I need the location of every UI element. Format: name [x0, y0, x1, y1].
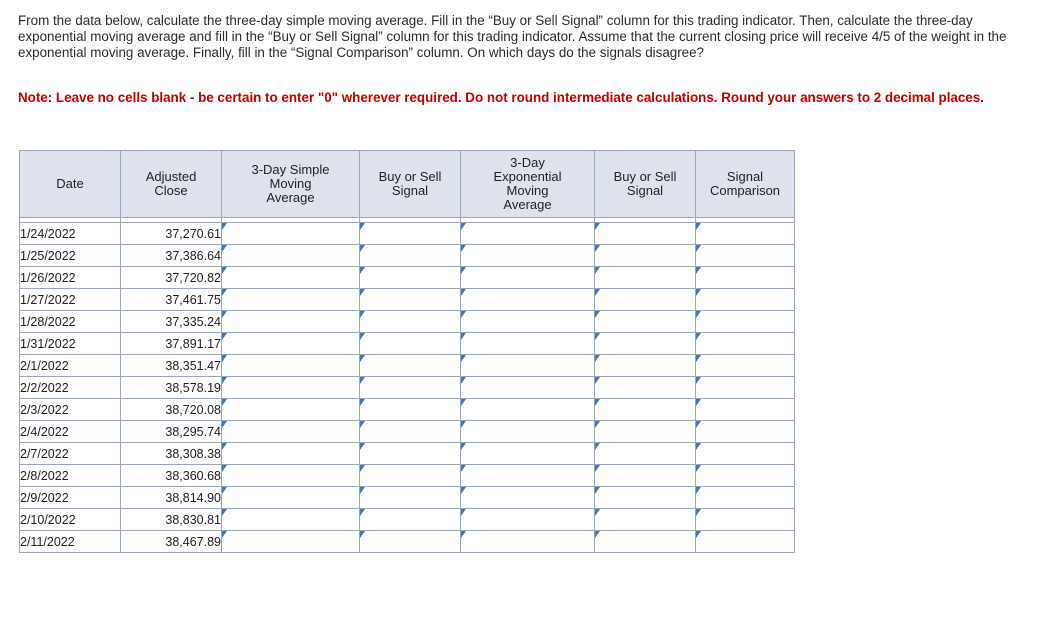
sma-input[interactable] — [222, 531, 359, 552]
adjusted-close-cell: 38,360.68 — [121, 465, 222, 487]
adjusted-close-cell: 37,335.24 — [121, 311, 222, 333]
input-marker-icon — [222, 509, 227, 516]
table-row — [20, 311, 795, 333]
signal-comparison-input-cell[interactable] — [696, 465, 795, 487]
header-ema-signal: Buy or Sell Signal — [595, 151, 696, 218]
sma-input[interactable] — [222, 487, 359, 508]
signal-comparison-input-cell[interactable] — [696, 487, 795, 509]
input-marker-icon — [696, 289, 701, 296]
date-cell: 2/2/2022 — [20, 377, 121, 399]
input-marker-icon — [595, 245, 600, 252]
ema-signal-input-cell[interactable] — [595, 421, 696, 443]
input-marker-icon — [461, 267, 466, 274]
input-marker-icon — [696, 509, 701, 516]
ema-signal-input-cell[interactable] — [595, 311, 696, 333]
sma-input[interactable] — [222, 355, 359, 376]
input-marker-icon — [461, 289, 466, 296]
input-marker-icon — [360, 509, 365, 516]
signal-comparison-input-cell[interactable] — [696, 443, 795, 465]
table-row — [20, 289, 795, 311]
ema-signal-input[interactable] — [595, 333, 695, 354]
signal-comparison-input[interactable] — [696, 443, 794, 464]
input-marker-icon — [222, 443, 227, 450]
input-marker-icon — [461, 399, 466, 406]
signal-comparison-input[interactable] — [696, 377, 794, 398]
ema-signal-input-cell[interactable] — [595, 443, 696, 465]
input-marker-icon — [595, 223, 600, 230]
table-row — [20, 443, 795, 465]
signal-comparison-input[interactable] — [696, 487, 794, 508]
sma-signal-input[interactable] — [360, 223, 460, 244]
data-table — [19, 150, 795, 553]
input-marker-icon — [360, 531, 365, 538]
sma-input[interactable] — [222, 267, 359, 288]
input-marker-icon — [360, 421, 365, 428]
sma-input-cell[interactable] — [222, 333, 360, 355]
input-marker-icon — [696, 245, 701, 252]
ema-input[interactable] — [461, 333, 594, 354]
sma-signal-input[interactable] — [360, 245, 460, 266]
ema-input[interactable] — [461, 311, 594, 332]
input-marker-icon — [360, 289, 365, 296]
input-marker-icon — [595, 399, 600, 406]
sma-signal-input-cell[interactable] — [360, 531, 461, 553]
sma-input-cell[interactable] — [222, 531, 360, 553]
sma-signal-input[interactable] — [360, 443, 460, 464]
table-row — [20, 399, 795, 421]
ema-input-cell[interactable] — [461, 421, 595, 443]
header-sma-signal: Buy or Sell Signal — [360, 151, 461, 218]
input-marker-icon — [360, 377, 365, 384]
ema-signal-input[interactable] — [595, 245, 695, 266]
input-marker-icon — [461, 355, 466, 362]
ema-input[interactable] — [461, 509, 594, 530]
ema-signal-input[interactable] — [595, 377, 695, 398]
ema-signal-input-cell[interactable] — [595, 267, 696, 289]
sma-input[interactable] — [222, 333, 359, 354]
header-sma: 3-Day Simple Moving Average — [222, 151, 360, 218]
sma-signal-input-cell[interactable] — [360, 443, 461, 465]
ema-signal-input[interactable] — [595, 421, 695, 442]
signal-comparison-input-cell[interactable] — [696, 531, 795, 553]
sma-input-cell[interactable] — [222, 509, 360, 531]
adjusted-close-cell: 38,814.90 — [121, 487, 222, 509]
input-marker-icon — [461, 333, 466, 340]
date-cell: 2/4/2022 — [20, 421, 121, 443]
sma-input[interactable] — [222, 377, 359, 398]
input-marker-icon — [696, 267, 701, 274]
date-cell: 1/26/2022 — [20, 267, 121, 289]
signal-comparison-input-cell[interactable] — [696, 509, 795, 531]
table-row — [20, 531, 795, 553]
input-marker-icon — [696, 399, 701, 406]
ema-signal-input-cell[interactable] — [595, 289, 696, 311]
question-text: From the data below, calculate the three-day simple moving average. Fill in the “Buy or Sell Signal” column for this trading indicator. Then, calculate the three-day exponential moving average and fill in the “Buy or Sell Signal” column for this trading indicator. Assume that the current closing price will receive 4/5 of the weight in the exponential moving average. Finally, fill in the “Signal Comparison” column. On which days do the signals disagree? — [18, 13, 1007, 60]
ema-signal-input[interactable] — [595, 223, 695, 244]
signal-comparison-input[interactable] — [696, 267, 794, 288]
input-marker-icon — [222, 399, 227, 406]
sma-signal-input[interactable] — [360, 465, 460, 486]
ema-signal-input-cell[interactable] — [595, 355, 696, 377]
sma-input[interactable] — [222, 443, 359, 464]
ema-signal-input-cell[interactable] — [595, 399, 696, 421]
input-marker-icon — [222, 377, 227, 384]
table-row — [20, 245, 795, 267]
date-cell: 2/7/2022 — [20, 443, 121, 465]
signal-comparison-input[interactable] — [696, 245, 794, 266]
ema-signal-input-cell[interactable] — [595, 245, 696, 267]
table-row — [20, 333, 795, 355]
ema-input-cell[interactable] — [461, 531, 595, 553]
input-marker-icon — [461, 487, 466, 494]
table-row — [20, 267, 795, 289]
sma-signal-input[interactable] — [360, 531, 460, 552]
sma-signal-input-cell[interactable] — [360, 399, 461, 421]
input-marker-icon — [360, 487, 365, 494]
input-marker-icon — [461, 509, 466, 516]
signal-comparison-input-cell[interactable] — [696, 377, 795, 399]
sma-signal-input[interactable] — [360, 487, 460, 508]
date-cell: 1/25/2022 — [20, 245, 121, 267]
input-marker-icon — [360, 267, 365, 274]
signal-comparison-input[interactable] — [696, 311, 794, 332]
ema-input[interactable] — [461, 289, 594, 310]
ema-input-cell[interactable] — [461, 223, 595, 245]
sma-signal-input-cell[interactable] — [360, 223, 461, 245]
adjusted-close-cell: 38,830.81 — [121, 509, 222, 531]
ema-input-cell[interactable] — [461, 267, 595, 289]
ema-input-cell[interactable] — [461, 289, 595, 311]
signal-comparison-input[interactable] — [696, 355, 794, 376]
adjusted-close-cell: 37,461.75 — [121, 289, 222, 311]
ema-input[interactable] — [461, 223, 594, 244]
sma-signal-input-cell[interactable] — [360, 311, 461, 333]
date-cell: 2/9/2022 — [20, 487, 121, 509]
input-marker-icon — [360, 399, 365, 406]
signal-comparison-input-cell[interactable] — [696, 245, 795, 267]
adjusted-close-cell: 38,295.74 — [121, 421, 222, 443]
ema-signal-input-cell[interactable] — [595, 377, 696, 399]
table-row — [20, 465, 795, 487]
signal-comparison-input[interactable] — [696, 399, 794, 420]
signal-comparison-input[interactable] — [696, 421, 794, 442]
date-cell: 1/28/2022 — [20, 311, 121, 333]
ema-input-cell[interactable] — [461, 509, 595, 531]
input-marker-icon — [461, 311, 466, 318]
input-marker-icon — [696, 531, 701, 538]
input-marker-icon — [222, 267, 227, 274]
sma-input-cell[interactable] — [222, 267, 360, 289]
sma-input-cell[interactable] — [222, 421, 360, 443]
sma-input-cell[interactable] — [222, 377, 360, 399]
sma-signal-input[interactable] — [360, 399, 460, 420]
ema-input[interactable] — [461, 531, 594, 552]
adjusted-close-cell: 37,270.61 — [121, 223, 222, 245]
input-marker-icon — [222, 289, 227, 296]
input-marker-icon — [595, 267, 600, 274]
sma-signal-input-cell[interactable] — [360, 245, 461, 267]
table-row — [20, 509, 795, 531]
sma-input[interactable] — [222, 421, 359, 442]
adjusted-close-cell: 37,891.17 — [121, 333, 222, 355]
signal-comparison-input[interactable] — [696, 531, 794, 552]
input-marker-icon — [222, 421, 227, 428]
sma-input-cell[interactable] — [222, 443, 360, 465]
input-marker-icon — [595, 509, 600, 516]
input-marker-icon — [461, 443, 466, 450]
ema-input-cell[interactable] — [461, 355, 595, 377]
ema-input[interactable] — [461, 245, 594, 266]
date-cell: 1/31/2022 — [20, 333, 121, 355]
sma-input[interactable] — [222, 509, 359, 530]
sma-input-cell[interactable] — [222, 223, 360, 245]
ema-signal-input-cell[interactable] — [595, 223, 696, 245]
input-marker-icon — [461, 245, 466, 252]
sma-signal-input[interactable] — [360, 333, 460, 354]
signal-comparison-input-cell[interactable] — [696, 421, 795, 443]
input-marker-icon — [360, 223, 365, 230]
input-marker-icon — [222, 531, 227, 538]
ema-input-cell[interactable] — [461, 487, 595, 509]
input-marker-icon — [696, 355, 701, 362]
sma-signal-input-cell[interactable] — [360, 377, 461, 399]
input-marker-icon — [595, 311, 600, 318]
date-cell: 2/1/2022 — [20, 355, 121, 377]
signal-comparison-input-cell[interactable] — [696, 399, 795, 421]
ema-input-cell[interactable] — [461, 245, 595, 267]
input-marker-icon — [595, 289, 600, 296]
date-cell: 1/27/2022 — [20, 289, 121, 311]
sma-input-cell[interactable] — [222, 311, 360, 333]
input-marker-icon — [595, 531, 600, 538]
input-marker-icon — [360, 465, 365, 472]
sma-input[interactable] — [222, 465, 359, 486]
sma-input[interactable] — [222, 223, 359, 244]
signal-comparison-input-cell[interactable] — [696, 355, 795, 377]
ema-signal-input[interactable] — [595, 509, 695, 530]
input-marker-icon — [696, 465, 701, 472]
sma-signal-input[interactable] — [360, 289, 460, 310]
table-row — [20, 223, 795, 245]
ema-signal-input[interactable] — [595, 531, 695, 552]
sma-input[interactable] — [222, 245, 359, 266]
signal-comparison-input-cell[interactable] — [696, 223, 795, 245]
signal-comparison-input-cell[interactable] — [696, 289, 795, 311]
sma-signal-input-cell[interactable] — [360, 509, 461, 531]
ema-input-cell[interactable] — [461, 377, 595, 399]
sma-input[interactable] — [222, 289, 359, 310]
input-marker-icon — [595, 421, 600, 428]
signal-comparison-input-cell[interactable] — [696, 333, 795, 355]
signal-comparison-input[interactable] — [696, 333, 794, 354]
input-marker-icon — [461, 223, 466, 230]
ema-signal-input[interactable] — [595, 465, 695, 486]
ema-signal-input[interactable] — [595, 355, 695, 376]
sma-signal-input[interactable] — [360, 377, 460, 398]
ema-signal-input[interactable] — [595, 399, 695, 420]
ema-signal-input[interactable] — [595, 267, 695, 288]
sma-signal-input[interactable] — [360, 311, 460, 332]
input-marker-icon — [360, 443, 365, 450]
adjusted-close-cell: 38,467.89 — [121, 531, 222, 553]
sma-signal-input-cell[interactable] — [360, 421, 461, 443]
date-cell: 2/11/2022 — [20, 531, 121, 553]
signal-comparison-input[interactable] — [696, 465, 794, 486]
sma-input-cell[interactable] — [222, 465, 360, 487]
instruction-note: Note: Leave no cells blank - be certain to enter "0" wherever required. Do not round intermediate calculations. Round your answers to 2 decimal places. — [18, 90, 984, 105]
sma-input-cell[interactable] — [222, 355, 360, 377]
sma-input[interactable] — [222, 311, 359, 332]
input-marker-icon — [222, 311, 227, 318]
input-marker-icon — [461, 421, 466, 428]
sma-signal-input-cell[interactable] — [360, 487, 461, 509]
date-cell: 2/10/2022 — [20, 509, 121, 531]
ema-input[interactable] — [461, 421, 594, 442]
table-row — [20, 487, 795, 509]
header-signal-comparison: Signal Comparison — [696, 151, 795, 218]
adjusted-close-cell: 38,351.47 — [121, 355, 222, 377]
signal-comparison-input[interactable] — [696, 289, 794, 310]
date-cell: 1/24/2022 — [20, 223, 121, 245]
input-marker-icon — [696, 311, 701, 318]
sma-input-cell[interactable] — [222, 245, 360, 267]
sma-signal-input-cell[interactable] — [360, 289, 461, 311]
table-row — [20, 355, 795, 377]
adjusted-close-cell: 38,308.38 — [121, 443, 222, 465]
ema-signal-input-cell[interactable] — [595, 465, 696, 487]
input-marker-icon — [696, 487, 701, 494]
input-marker-icon — [595, 465, 600, 472]
sma-signal-input[interactable] — [360, 421, 460, 442]
input-marker-icon — [696, 443, 701, 450]
sma-signal-input-cell[interactable] — [360, 465, 461, 487]
ema-input[interactable] — [461, 355, 594, 376]
table-row — [20, 377, 795, 399]
ema-signal-input-cell[interactable] — [595, 487, 696, 509]
sma-input-cell[interactable] — [222, 487, 360, 509]
ema-input[interactable] — [461, 399, 594, 420]
ema-signal-input[interactable] — [595, 311, 695, 332]
input-marker-icon — [222, 333, 227, 340]
signal-comparison-input[interactable] — [696, 223, 794, 244]
signal-comparison-input[interactable] — [696, 509, 794, 530]
sma-signal-input[interactable] — [360, 355, 460, 376]
input-marker-icon — [696, 333, 701, 340]
ema-input[interactable] — [461, 465, 594, 486]
input-marker-icon — [595, 377, 600, 384]
sma-input-cell[interactable] — [222, 399, 360, 421]
sma-signal-input-cell[interactable] — [360, 333, 461, 355]
input-marker-icon — [222, 245, 227, 252]
adjusted-close-cell: 38,720.08 — [121, 399, 222, 421]
ema-input-cell[interactable] — [461, 465, 595, 487]
input-marker-icon — [222, 487, 227, 494]
header-date: Date — [20, 151, 121, 218]
ema-signal-input-cell[interactable] — [595, 531, 696, 553]
input-marker-icon — [360, 245, 365, 252]
ema-signal-input[interactable] — [595, 289, 695, 310]
date-cell: 2/3/2022 — [20, 399, 121, 421]
ema-input[interactable] — [461, 377, 594, 398]
adjusted-close-cell: 37,386.64 — [121, 245, 222, 267]
date-cell: 2/8/2022 — [20, 465, 121, 487]
input-marker-icon — [222, 355, 227, 362]
ema-input-cell[interactable] — [461, 443, 595, 465]
sma-signal-input[interactable] — [360, 509, 460, 530]
sma-input-cell[interactable] — [222, 289, 360, 311]
ema-input[interactable] — [461, 267, 594, 288]
signal-comparison-input-cell[interactable] — [696, 267, 795, 289]
ema-signal-input[interactable] — [595, 487, 695, 508]
sma-input[interactable] — [222, 399, 359, 420]
ema-signal-input[interactable] — [595, 443, 695, 464]
input-marker-icon — [696, 421, 701, 428]
ema-input-cell[interactable] — [461, 333, 595, 355]
ema-signal-input-cell[interactable] — [595, 333, 696, 355]
signal-comparison-input-cell[interactable] — [696, 311, 795, 333]
input-marker-icon — [595, 487, 600, 494]
sma-signal-input[interactable] — [360, 267, 460, 288]
input-marker-icon — [461, 377, 466, 384]
ema-input[interactable] — [461, 443, 594, 464]
input-marker-icon — [595, 443, 600, 450]
input-marker-icon — [595, 355, 600, 362]
adjusted-close-cell: 38,578.19 — [121, 377, 222, 399]
adjusted-close-cell: 37,720.82 — [121, 267, 222, 289]
ema-input-cell[interactable] — [461, 311, 595, 333]
input-marker-icon — [360, 355, 365, 362]
input-marker-icon — [696, 377, 701, 384]
header-ema: 3-Day Exponential Moving Average — [461, 151, 595, 218]
input-marker-icon — [360, 311, 365, 318]
input-marker-icon — [222, 223, 227, 230]
sma-signal-input-cell[interactable] — [360, 267, 461, 289]
sma-signal-input-cell[interactable] — [360, 355, 461, 377]
input-marker-icon — [222, 465, 227, 472]
input-marker-icon — [360, 333, 365, 340]
ema-input-cell[interactable] — [461, 399, 595, 421]
input-marker-icon — [696, 223, 701, 230]
input-marker-icon — [595, 333, 600, 340]
ema-input[interactable] — [461, 487, 594, 508]
ema-signal-input-cell[interactable] — [595, 509, 696, 531]
input-marker-icon — [461, 531, 466, 538]
input-marker-icon — [461, 465, 466, 472]
header-adjusted-close: Adjusted Close — [121, 151, 222, 218]
table-row — [20, 421, 795, 443]
